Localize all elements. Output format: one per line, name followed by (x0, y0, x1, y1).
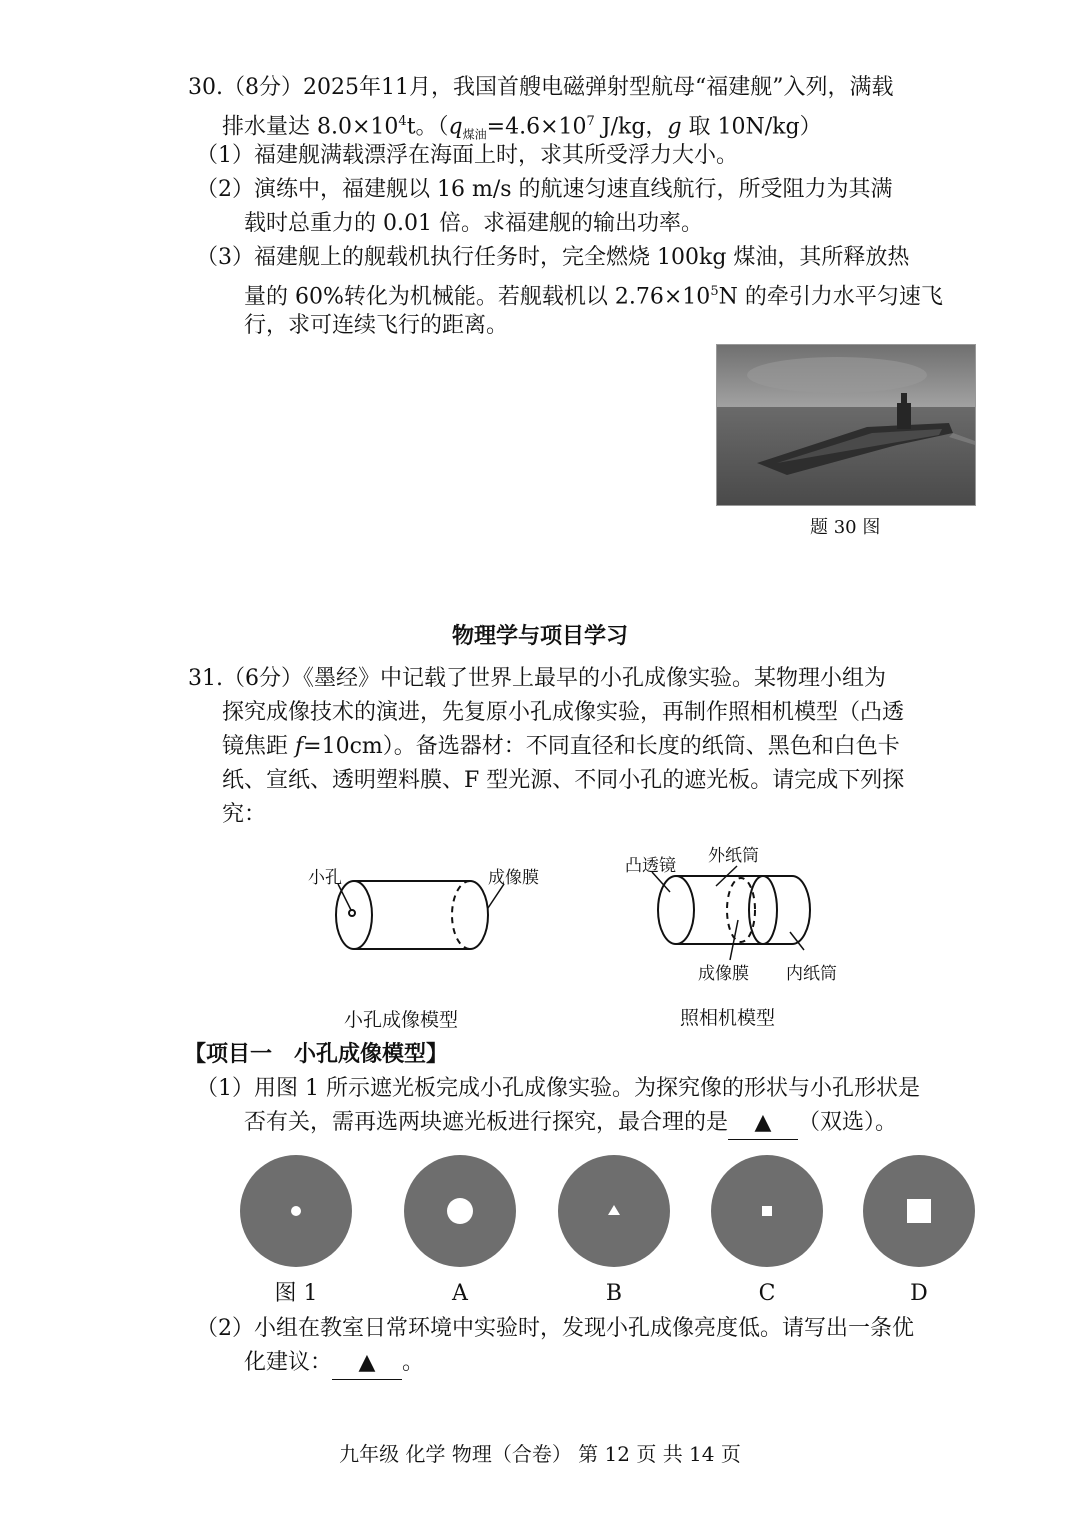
q31-line4: 纸、宣纸、透明塑料膜、F 型光源、不同小孔的遮光板。请完成下列探 (222, 768, 905, 793)
disc-label-a: A (452, 1281, 468, 1306)
q31-sub2-line1: （2）小组在教室日常环境中实验时，发现小孔成像亮度低。请写出一条优 (196, 1316, 914, 1341)
disc-figure1 (240, 1155, 352, 1267)
page-footer: 九年级 化学 物理（合卷） 第 12 页 共 14 页 (339, 1442, 741, 1466)
q30-part1: （1）福建舰满载漂浮在海面上时，求其所受浮力大小。 (196, 143, 738, 168)
q30-line1: 30.（8分）2025年11月，我国首艘电磁弹射型航母“福建舰”入列，满载 (188, 75, 894, 100)
carrier-photo-image (717, 345, 975, 505)
disc-label-b: B (605, 1281, 623, 1306)
camera-lens-label: 凸透镜 (625, 856, 676, 876)
section-title: 物理学与项目学习 (451, 623, 628, 649)
q30-line2: 排水量达 $8.0\times 10^4t$。（$q_{煤油}=4.6\times 10^7$ J/kg，g 取 10N/kg） (222, 114, 822, 142)
q30-part2-line2: 载时总重力的 0.01 倍。求福建舰的输出功率。 (244, 211, 703, 236)
q31-line5: 究： (222, 802, 267, 827)
disc-b (558, 1155, 670, 1267)
camera-outer-tube-label: 外纸筒 (708, 846, 759, 866)
q31-line2: 探究成像技术的演进，先复原小孔成像实验，再制作照相机模型（凸透 (222, 700, 905, 725)
disc-label-figure1: 图 1 (274, 1281, 318, 1306)
q31-sub2-line2: 化建议： ▲ 。 (244, 1347, 424, 1380)
q30-part3-line1: （3）福建舰上的舰载机执行任务时，完全燃烧 100kg 煤油，其所释放热 (196, 245, 910, 270)
q31-sub1-line2: 否有关，需再选两块遮光板进行探究，最合理的是 ▲ （双选）。 (244, 1107, 897, 1140)
camera-model-caption: 照相机模型 (680, 1007, 776, 1029)
disc-c (711, 1155, 823, 1267)
camera-film-label: 成像膜 (698, 964, 749, 984)
camera-inner-tube-label: 内纸筒 (786, 964, 837, 984)
q31-line3: 镜焦距 f=10cm）。备选器材：不同直径和长度的纸筒、黑色和白色卡 (222, 734, 900, 759)
q30-part3-line2: 量的 60%转化为机械能。若舰载机以 $2.76\times 10^5N$ 的牵引力水平匀速飞 (244, 284, 943, 310)
pinhole-model-diagram (336, 881, 504, 949)
carrier-photo (716, 344, 976, 506)
answer-blank-1[interactable]: ▲ (728, 1107, 798, 1140)
disc-a (404, 1155, 516, 1267)
disc-d (863, 1155, 975, 1267)
q30-part3-line3: 行，求可连续飞行的距离。 (244, 313, 509, 338)
answer-blank-2[interactable]: ▲ (332, 1347, 402, 1380)
project1-heading: 【项目一 小孔成像模型】 (184, 1041, 449, 1067)
q31-line1: 31.（6分）《墨经》中记载了世界上最早的小孔成像实验。某物理小组为 (188, 666, 886, 691)
q31-sub1-line1: （1）用图 1 所示遮光板完成小孔成像实验。为探究像的形状与小孔形状是 (196, 1076, 920, 1101)
q30-figure-caption: 题 30 图 (810, 517, 881, 538)
q30-part2-line1: （2）演练中，福建舰以 16 m/s 的航速匀速直线航行，所受阻力为其满 (196, 177, 893, 202)
disc-label-d: D (910, 1281, 928, 1306)
disc-label-c: C (758, 1281, 776, 1306)
pinhole-model-caption: 小孔成像模型 (344, 1009, 459, 1031)
pinhole-film-label: 成像膜 (488, 868, 539, 888)
pinhole-hole-label: 小孔 (308, 868, 342, 888)
